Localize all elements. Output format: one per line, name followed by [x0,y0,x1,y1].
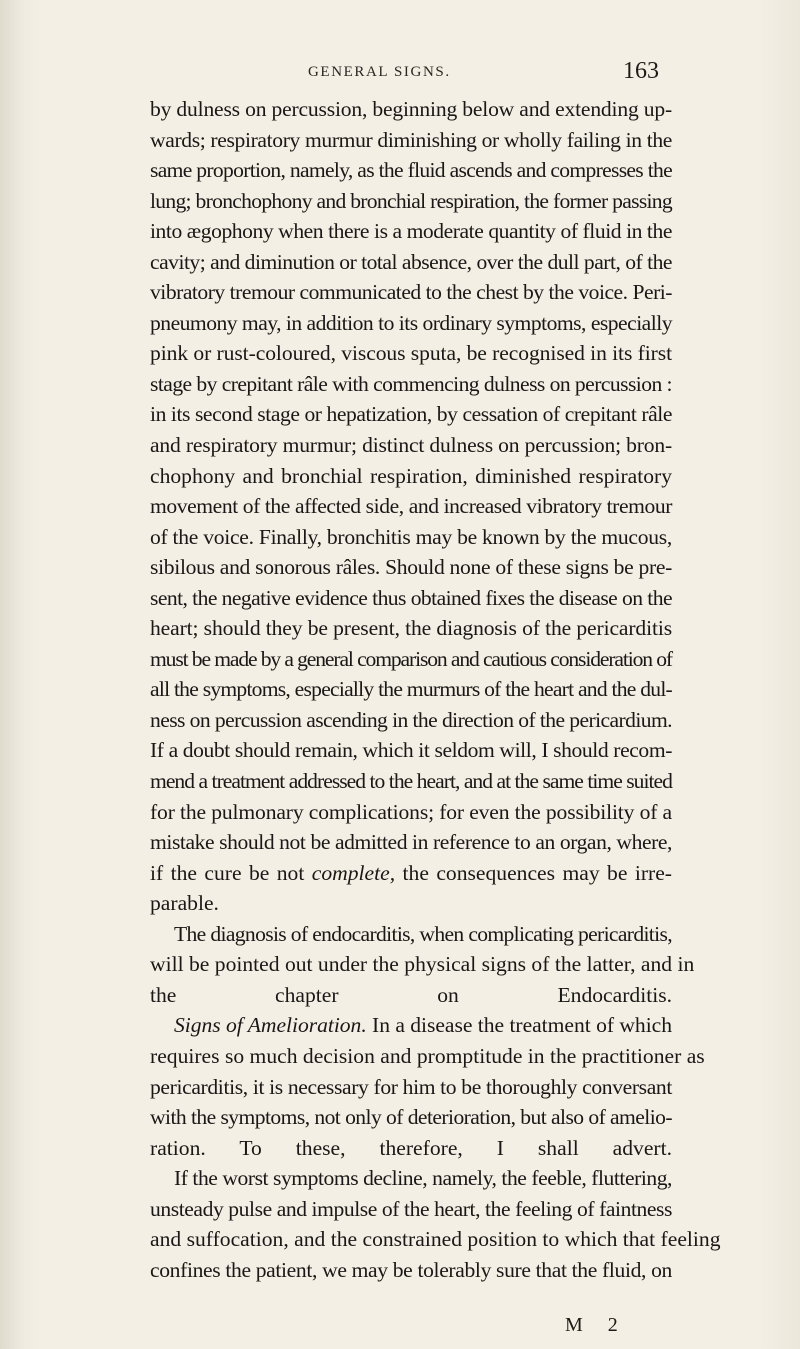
paragraph [150,94,672,919]
text-line: and respiratory murmur; distinct dulness on percussion; bron- [150,433,672,458]
text-line: will be pointed out under the physical signs of the latter, and in [150,952,695,977]
text-run: the consequences may be irre- [395,860,672,885]
text-line: sent, the negative evidence thus obtained fixes the disease on the [150,585,672,610]
running-head: GENERAL SIGNS. [308,64,451,80]
text-line: pink or rust-coloured, viscous sputa, be recognised in its first [150,341,672,366]
text-line: ration. To these, therefore, I shall advert. [150,1135,672,1160]
text-line: same proportion, namely, as the fluid ascends and compresses the [150,158,672,183]
text-line: mend a treatment addressed to the heart, and at the same time suited [150,769,672,794]
gutter-shadow [0,0,24,1349]
text-line: and suffocation, and the constrained position to which that feeling [150,1227,721,1252]
text-line: pneumony may, in addition to its ordinary symptoms, especially [150,310,672,335]
text-line: heart; should they be present, the diagnosis of the pericarditis [150,616,672,641]
text-run: In a disease the treatment of which [366,1013,672,1038]
text-line: requires so much decision and promptitude in the practitioner as [150,1043,705,1068]
text-line: of the voice. Finally, bronchitis may be known by the mucous, [150,524,672,549]
text-line: The diagnosis of endocarditis, when complicating pericarditis, [174,921,672,946]
text-line: ness on percussion ascending in the direction of the pericardium. [150,707,672,732]
text-line: lung; bronchophony and bronchial respiration, the former passing [150,188,672,213]
text-line: must be made by a general comparison and cautious consideration of [150,646,672,671]
text-line [150,858,672,889]
text-line: sibilous and sonorous râles. Should none of these signs be pre- [150,555,672,580]
text-line: mistake should not be admitted in reference to an organ, where, [150,830,672,855]
paragraph [150,919,695,1011]
paragraph [150,1010,705,1163]
emphasis-complete: complete, [311,860,396,885]
page-number: 163 [623,58,659,84]
text-line: If a doubt should remain, which it seldom will, I should recom- [150,738,672,763]
text-line: the chapter on Endocarditis. [150,982,672,1007]
text-line: with the symptoms, not only of deterioration, but also of amelio- [150,1105,672,1130]
text-line: stage by crepitant râle with commencing dulness on percussion : [150,371,673,396]
text-line: unsteady pulse and impulse of the heart, the feeling of faintness [150,1196,672,1221]
text-line: all the symptoms, especially the murmurs of the heart and the dul- [150,677,672,702]
text-line: wards; respiratory murmur diminishing or wholly failing in the [150,127,672,152]
page-header [0,58,800,88]
text-line: pericarditis, it is necessary for him to be thoroughly conversant [150,1074,672,1099]
text-line: If the worst symptoms decline, namely, the feeble, fluttering, [174,1166,672,1191]
text-line [150,1010,672,1041]
text-line: vibratory tremour communicated to the chest by the voice. Peri- [150,280,672,305]
text-line: confines the patient, we may be tolerably sure that the fluid, on [150,1257,672,1282]
text-run: if the cure be not [150,860,312,885]
text-line: by dulness on percussion, beginning below and extending up- [150,97,672,121]
body-text [150,94,721,1285]
text-line: parable. [150,891,219,916]
text-line: cavity; and diminution or total absence, over the dull part, of the [150,249,672,274]
signature-mark: M 2 [565,1314,628,1336]
paragraph [150,1163,721,1285]
text-line: in its second stage or hepatization, by cessation of crepitant râle [150,402,672,427]
text-line: into ægophony when there is a moderate quantity of fluid in the [150,219,672,244]
text-line: movement of the affected side, and increased vibratory tremour [150,494,672,519]
section-heading: Signs of Amelioration. [174,1013,367,1038]
text-line: chophony and bronchial respiration, diminished respiratory [150,463,672,488]
text-line: for the pulmonary complications; for even the possibility of a [150,799,672,824]
